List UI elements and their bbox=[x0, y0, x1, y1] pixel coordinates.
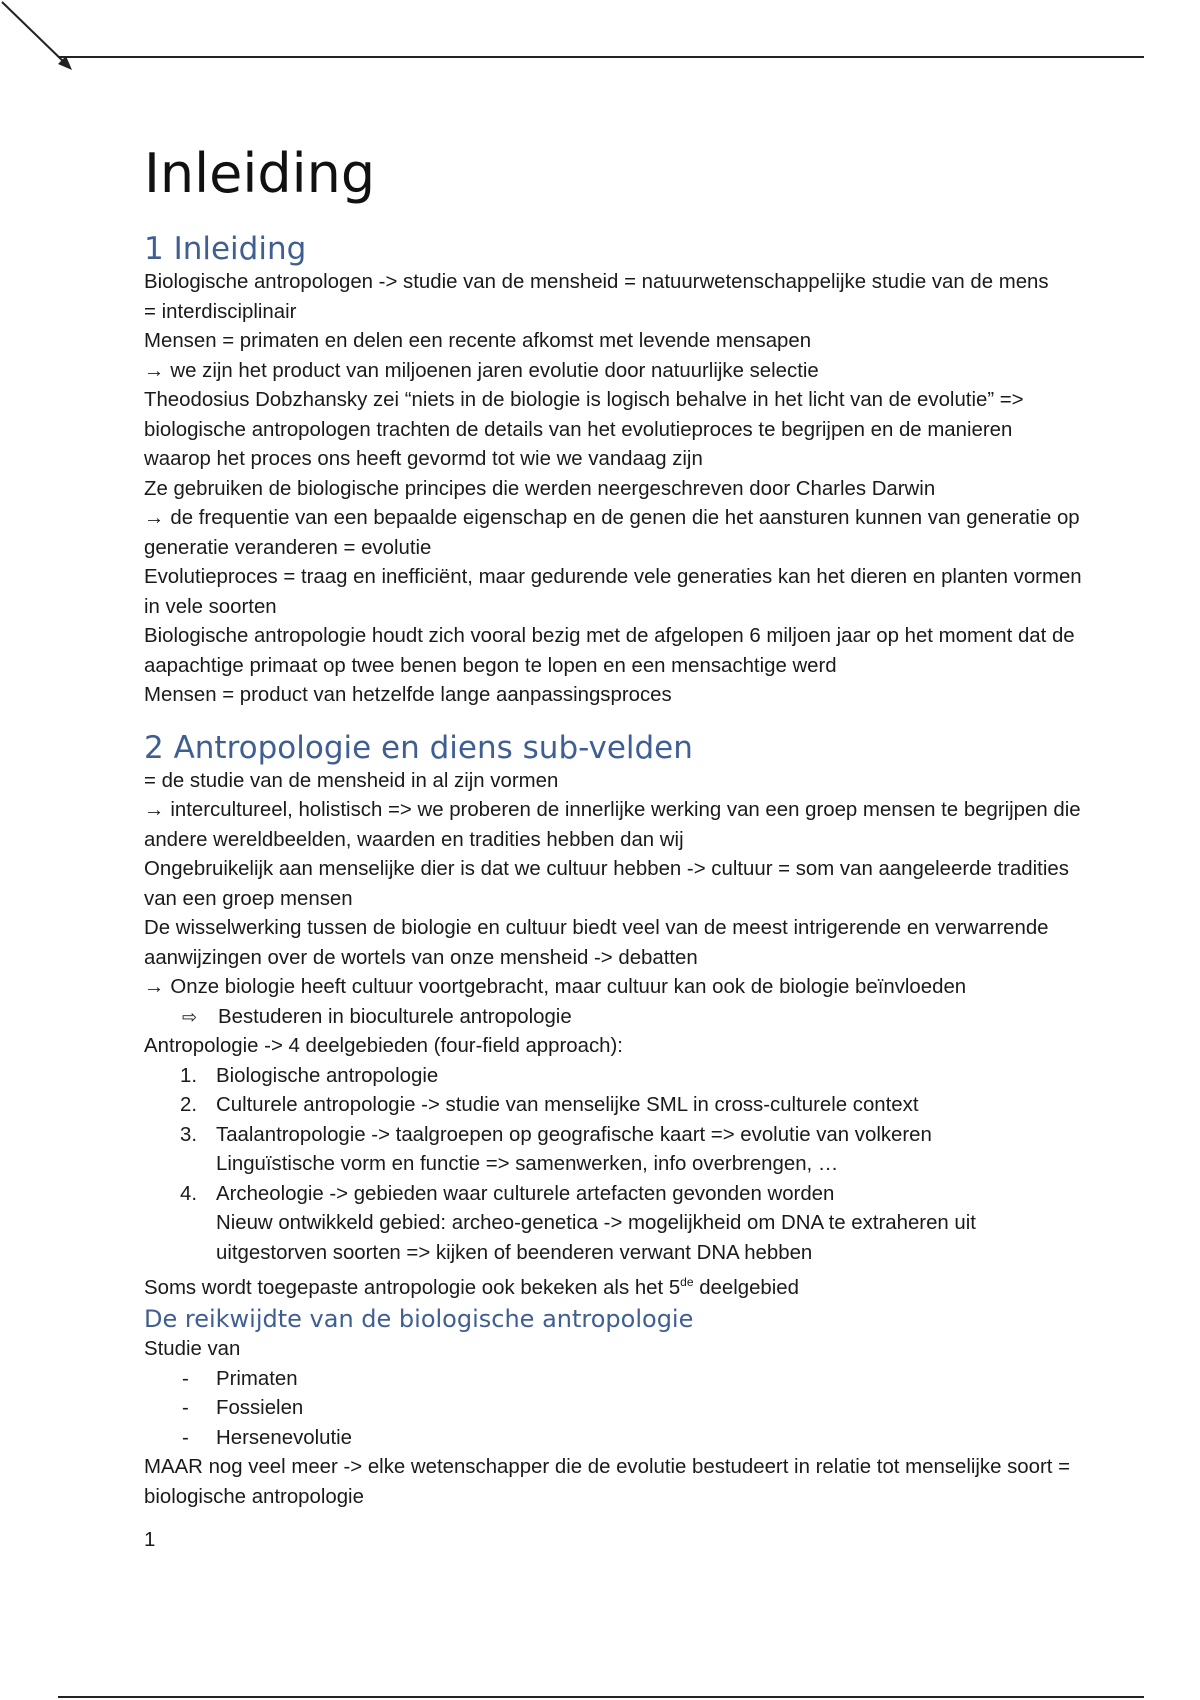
paragraph: MAAR nog veel meer -> elke wetenschapper die de evolutie bestudeert in relatie tot menselijke soort = biologische antropologie bbox=[144, 1456, 1071, 1508]
list-item-text: Hersenevolutie bbox=[216, 1426, 353, 1449]
document-title: Inleiding bbox=[144, 142, 376, 205]
list-item-text: Fossielen bbox=[216, 1397, 304, 1420]
fifth-field-paragraph bbox=[144, 1268, 1084, 1303]
list-item-text: Culturele antropologie -> studie van menselijke SML in cross-culturele context bbox=[216, 1094, 919, 1116]
footer-rule bbox=[58, 1696, 1144, 1698]
fifth-field-text: Soms wordt toegepaste antropologie ook bekeken als het 5 bbox=[144, 1276, 681, 1299]
document-page bbox=[144, 138, 1084, 1556]
list-item-text: Taalantropologie -> taalgroepen op geografische kaart => evolutie van volkeren bbox=[216, 1123, 932, 1146]
list-number: 2. bbox=[180, 1094, 198, 1116]
list-item bbox=[144, 1180, 1084, 1269]
page-number: 1 bbox=[144, 1529, 156, 1552]
list-item-text: Nieuw ontwikkeld gebied: archeo-genetica -> mogelijkheid om DNA te extraheren uit uitgestorven soorten => kijken of beenderen verwant DNA hebben bbox=[216, 1212, 976, 1264]
list-item bbox=[144, 1394, 1084, 1424]
list-item-text: Primaten bbox=[216, 1367, 298, 1390]
arrow-paragraph: → Onze biologie heeft cultuur voortgebracht, maar cultuur kan ook de biologie beïnvloeden bbox=[144, 973, 1084, 1003]
paragraph: Mensen = product van hetzelfde lange aanpassingsproces bbox=[144, 684, 672, 706]
paragraph: Biologische antropologie houdt zich vooral bezig met de afgelopen 6 miljoen jaar op het moment dat de aapachtige primaat op twee benen begon te lopen en een mensachtige werd bbox=[144, 625, 1075, 677]
dash-bullet: - bbox=[182, 1367, 189, 1390]
ordinal-superscript: de bbox=[680, 1275, 694, 1289]
dash-bullet: - bbox=[182, 1397, 189, 1420]
dash-bullet: - bbox=[182, 1426, 189, 1449]
paragraph: Ongebruikelijk aan menselijke dier is dat we cultuur hebben -> cultuur = som van aangeleerde tradities van een groep mensen bbox=[144, 858, 1069, 910]
paragraph: De wisselwerking tussen de biologie en cultuur biedt veel van de meest intrigerende en verwarrende aanwijzingen over de wortels van onze mensheid -> debatten bbox=[144, 917, 1049, 969]
paragraph: = de studie van de mensheid in al zijn vormen bbox=[144, 769, 559, 792]
paragraph: Antropologie -> 4 deelgebieden (four-field approach): bbox=[144, 1035, 623, 1057]
list-number: 1. bbox=[180, 1064, 198, 1087]
paragraph: = interdisciplinair bbox=[144, 300, 297, 323]
list-number: 3. bbox=[180, 1123, 198, 1146]
study-list bbox=[144, 1365, 1084, 1454]
paragraph: Biologische antropologen -> studie van de mensheid = natuurwetenschappelijke studie van de mens bbox=[144, 271, 1049, 293]
paragraph: Mensen = primaten en delen een recente afkomst met levende mensapen bbox=[144, 330, 812, 352]
arrow-paragraph: → we zijn het product van miljoenen jaren evolutie door natuurlijke selectie bbox=[144, 357, 1084, 387]
corner-arrow-icon bbox=[0, 0, 80, 80]
header-rule bbox=[58, 56, 1144, 58]
list-item bbox=[144, 1365, 1084, 1395]
list-number: 4. bbox=[180, 1182, 198, 1205]
paragraph: Ze gebruiken de biologische principes die werden neergeschreven door Charles Darwin bbox=[144, 477, 936, 500]
subsection-body-reikwijdte bbox=[144, 1335, 1084, 1556]
section-heading-antropologie: 2 Antropologie en diens sub-velden bbox=[144, 729, 693, 766]
paragraph: Studie van bbox=[144, 1338, 241, 1361]
paragraph: Evolutieproces = traag en inefficiënt, maar gedurende vele generaties kan het dieren en planten vormen in vele soorten bbox=[144, 566, 1082, 618]
arrow-paragraph: → intercultureel, holistisch => we proberen de innerlijke werking van een groep mensen te begrijpen die andere wereldbeelden, waarden en tradities hebben dan wij bbox=[144, 796, 1084, 855]
sub-arrow-paragraph: ⇨ Bestuderen in bioculturele antropologie bbox=[144, 1003, 1084, 1033]
list-item bbox=[144, 1121, 1084, 1180]
four-field-list bbox=[144, 1062, 1084, 1269]
list-item-text: Linguïstische vorm en functie => samenwerken, info overbrengen, … bbox=[216, 1153, 839, 1175]
list-item bbox=[144, 1062, 1084, 1092]
paragraph: Theodosius Dobzhansky zei “niets in de biologie is logisch behalve in het licht van de evolutie” => biologische antropologen trachten de details van het evolutieproces te begrijpen en de manieren waarop het proces ons heeft gevormd tot wie we vandaag zijn bbox=[144, 389, 1024, 470]
section-body-inleiding bbox=[144, 268, 1084, 711]
list-item-text: Biologische antropologie bbox=[216, 1064, 439, 1087]
arrow-paragraph: → de frequentie van een bepaalde eigenschap en de genen die het aansturen kunnen van generatie op generatie veranderen = evolutie bbox=[144, 504, 1084, 563]
subsection-heading-reikwijdte: De reikwijdte van de biologische antropologie bbox=[144, 1305, 694, 1334]
list-item bbox=[144, 1424, 1084, 1454]
fifth-field-text-end: deelgebied bbox=[693, 1276, 799, 1299]
section-heading-inleiding: 1 Inleiding bbox=[144, 231, 307, 267]
list-item bbox=[144, 1091, 1084, 1121]
section-body-antropologie bbox=[144, 767, 1084, 1304]
list-item-text: Archeologie -> gebieden waar culturele artefacten gevonden worden bbox=[216, 1182, 835, 1205]
